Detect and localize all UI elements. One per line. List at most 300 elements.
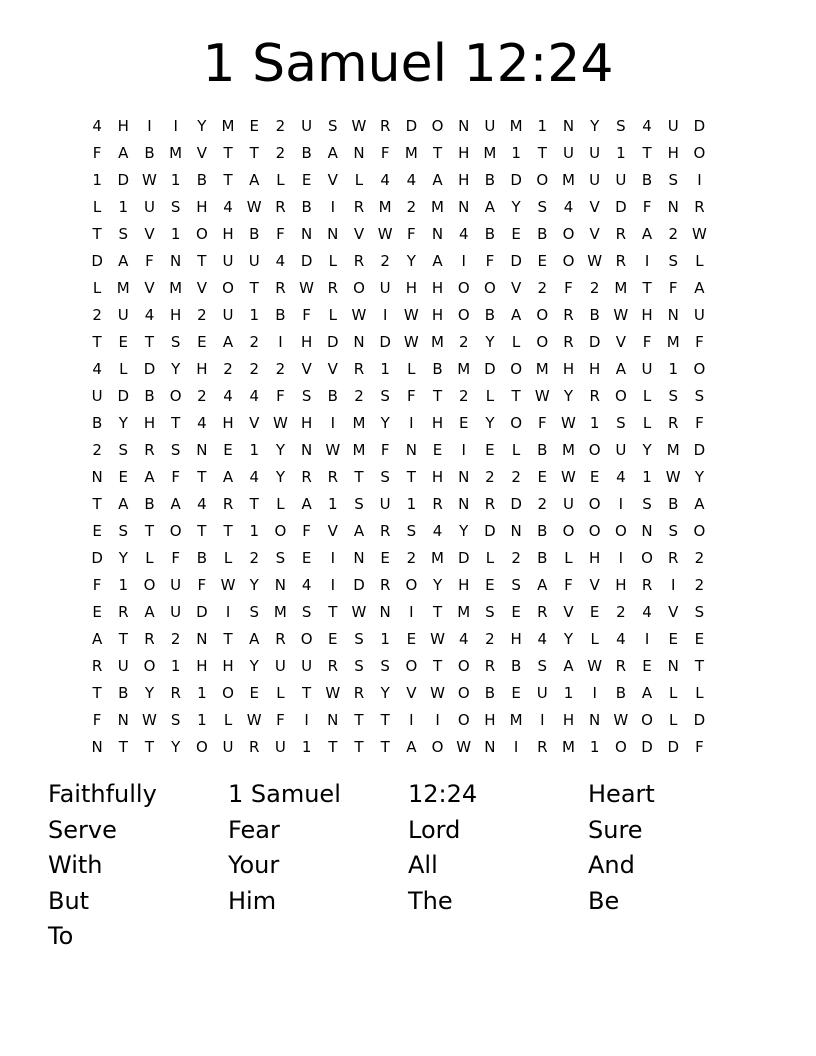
grid-letter: I — [644, 629, 650, 648]
grid-letter: 4 — [458, 224, 469, 243]
word-list-item: Sure — [588, 815, 643, 844]
grid-letter: L — [223, 548, 233, 567]
grid-letter: S — [249, 602, 259, 621]
grid-letter: Y — [144, 683, 155, 702]
grid-letter: B — [589, 305, 600, 324]
grid-letter: F — [642, 332, 652, 351]
grid-letter: 2 — [511, 467, 521, 486]
grid-letter: D — [91, 548, 103, 567]
grid-letter: R — [379, 521, 391, 540]
word-list-item: All — [408, 851, 438, 879]
grid-letter: N — [353, 548, 365, 567]
grid-letter: E — [118, 467, 129, 486]
grid-letter: A — [694, 494, 705, 513]
grid-letter: 1 — [589, 413, 600, 432]
grid-letter: U — [379, 278, 391, 297]
grid-letter: 4 — [616, 629, 626, 648]
grid-letter: M — [431, 332, 444, 351]
grid-letter: N — [431, 224, 444, 243]
word-list-item: Serve — [48, 815, 117, 844]
grid-letter: I — [697, 170, 702, 189]
grid-letter: E — [485, 440, 495, 459]
grid-letter: L — [695, 683, 704, 702]
grid-letter: I — [592, 683, 597, 702]
grid-letter: H — [667, 143, 679, 162]
grid-letter: L — [328, 305, 337, 324]
grid-letter: M — [431, 548, 444, 567]
grid-letter: T — [144, 332, 155, 351]
grid-letter: N — [91, 467, 103, 486]
grid-letter: O — [510, 413, 522, 432]
grid-letter: D — [91, 251, 103, 270]
grid-letter: T — [249, 494, 259, 513]
grid-row — [84, 193, 734, 220]
grid-letter: U — [91, 386, 103, 405]
grid-letter: 1 — [170, 224, 181, 243]
grid-letter: M — [352, 440, 366, 459]
grid-letter: M — [561, 170, 575, 189]
grid-letter: L — [276, 683, 285, 702]
grid-letter: 2 — [275, 116, 286, 135]
grid-letter: M — [614, 278, 628, 297]
grid-letter: W — [299, 278, 315, 297]
word-list-item: Him — [228, 886, 277, 915]
grid-letter: I — [513, 737, 519, 756]
grid-row — [84, 517, 734, 544]
grid-letter: L — [407, 359, 416, 378]
grid-letter: D — [588, 332, 601, 351]
grid-letter: M — [457, 359, 471, 378]
grid-letter: B — [118, 683, 129, 702]
grid-letter: R — [327, 278, 338, 297]
grid-letter: M — [666, 440, 680, 459]
grid-letter: F — [276, 224, 285, 243]
grid-letter: F — [276, 386, 285, 405]
grid-letter: D — [484, 359, 496, 378]
grid-letter: R — [484, 494, 496, 513]
word-list-item: Heart — [588, 780, 655, 808]
grid-letter: 4 — [537, 629, 548, 648]
grid-letter: S — [485, 602, 495, 621]
grid-letter: F — [407, 386, 416, 405]
grid-letter: 2 — [406, 197, 417, 216]
grid-letter: I — [461, 251, 466, 270]
grid-letter: 2 — [170, 629, 181, 648]
grid-letter: 2 — [458, 386, 469, 405]
grid-letter: B — [301, 143, 312, 162]
grid-letter: L — [669, 683, 678, 702]
grid-letter: F — [564, 278, 573, 297]
grid-letter: M — [352, 413, 366, 432]
grid-letter: T — [328, 602, 338, 621]
grid-letter: W — [691, 224, 707, 243]
grid-letter: U — [379, 494, 391, 513]
grid-letter: D — [615, 197, 627, 216]
grid-letter: O — [457, 710, 470, 729]
grid-letter: W — [587, 251, 603, 270]
grid-letter: B — [668, 494, 679, 513]
grid-letter: 1 — [197, 683, 207, 702]
grid-letter: N — [405, 440, 417, 459]
grid-letter: N — [667, 305, 679, 324]
word-list-item: Fear — [228, 815, 280, 844]
grid-letter: D — [327, 332, 339, 351]
grid-letter: E — [458, 413, 469, 432]
grid-letter: O — [641, 548, 653, 567]
grid-letter: T — [223, 143, 233, 162]
grid-letter: S — [170, 710, 181, 729]
grid-letter: S — [668, 521, 678, 540]
grid-letter: W — [587, 656, 603, 675]
grid-letter: U — [248, 251, 260, 270]
grid-letter: A — [537, 575, 548, 594]
grid-letter: A — [144, 602, 155, 621]
grid-letter: S — [380, 386, 390, 405]
grid-letter: I — [382, 305, 388, 324]
grid-letter: 4 — [642, 116, 652, 135]
grid-letter: O — [222, 683, 234, 702]
grid-letter: 4 — [380, 170, 390, 189]
word-list-item: 12:24 — [408, 780, 478, 808]
grid-letter: Y — [694, 467, 704, 486]
grid-letter: R — [275, 629, 286, 648]
word-list-item: The — [408, 886, 453, 915]
grid-letter: S — [170, 440, 181, 459]
grid-letter: A — [249, 629, 260, 648]
grid-letter: B — [510, 656, 522, 675]
grid-letter: T — [328, 737, 338, 756]
grid-letter: B — [327, 386, 338, 405]
grid-letter: H — [431, 305, 444, 324]
grid-letter: O — [431, 116, 444, 135]
grid-letter: V — [249, 413, 260, 432]
grid-letter: T — [223, 170, 233, 189]
grid-letter: D — [510, 251, 522, 270]
grid-letter: N — [458, 494, 470, 513]
grid-letter: D — [457, 548, 470, 567]
grid-letter: E — [197, 332, 207, 351]
grid-letter: H — [222, 224, 234, 243]
grid-letter: U — [667, 116, 679, 135]
grid-letter: I — [330, 413, 335, 432]
grid-letter: O — [195, 224, 208, 243]
grid-letter: M — [404, 143, 418, 162]
grid-letter: S — [642, 494, 652, 513]
grid-letter: T — [302, 683, 312, 702]
grid-letter: R — [432, 494, 443, 513]
grid-letter: B — [484, 224, 496, 243]
grid-letter: U — [170, 602, 182, 621]
grid-letter: A — [118, 494, 129, 513]
grid-letter: N — [196, 440, 208, 459]
grid-letter: B — [91, 413, 103, 432]
grid-letter: F — [537, 413, 547, 432]
grid-letter: A — [91, 629, 103, 648]
grid-letter: 4 — [301, 575, 312, 594]
grid-letter: 2 — [92, 440, 102, 459]
grid-letter: 2 — [380, 251, 390, 270]
grid-letter: Y — [249, 656, 259, 675]
grid-row — [84, 409, 734, 436]
grid-letter: T — [92, 494, 102, 513]
grid-letter: 2 — [537, 494, 548, 513]
grid-letter: A — [353, 521, 365, 540]
grid-letter: O — [562, 224, 575, 243]
grid-letter: N — [379, 602, 391, 621]
grid-letter: W — [377, 224, 393, 243]
grid-letter: R — [668, 548, 679, 567]
grid-letter: R — [589, 386, 600, 405]
grid-letter: E — [118, 332, 129, 351]
grid-letter: T — [249, 143, 259, 162]
grid-letter: I — [304, 710, 309, 729]
grid-row — [84, 112, 734, 139]
grid-letter: V — [563, 602, 574, 621]
grid-letter: H — [300, 332, 313, 351]
grid-letter: L — [695, 251, 704, 270]
grid-letter: 4 — [616, 467, 626, 486]
grid-letter: O — [274, 521, 287, 540]
grid-letter: B — [144, 143, 155, 162]
grid-letter: 4 — [92, 116, 102, 135]
grid-letter: O — [300, 629, 313, 648]
grid-letter: T — [92, 683, 102, 702]
grid-letter: U — [589, 170, 601, 189]
grid-letter: 2 — [275, 143, 286, 162]
grid-letter: N — [300, 440, 313, 459]
grid-letter: I — [461, 440, 466, 459]
grid-letter: L — [642, 413, 652, 432]
grid-letter: O — [405, 575, 418, 594]
grid-letter: D — [379, 332, 391, 351]
grid-letter: V — [589, 575, 600, 594]
grid-letter: E — [301, 548, 312, 567]
grid-letter: O — [693, 143, 706, 162]
grid-letter: D — [641, 737, 653, 756]
word-list-item: 1 Samuel — [228, 780, 341, 808]
grid-letter: 2 — [223, 359, 233, 378]
grid-letter: S — [118, 224, 129, 243]
grid-letter: U — [693, 305, 705, 324]
grid-letter: W — [456, 737, 472, 756]
grid-letter: W — [430, 629, 445, 648]
grid-letter: W — [561, 467, 576, 486]
grid-row — [84, 247, 734, 274]
grid-letter: U — [222, 737, 234, 756]
grid-letter: D — [117, 386, 130, 405]
grid-letter: W — [534, 386, 550, 405]
grid-row — [84, 166, 734, 193]
grid-letter: A — [615, 359, 626, 378]
grid-letter: W — [142, 710, 157, 729]
grid-letter: H — [562, 359, 575, 378]
grid-row — [84, 355, 734, 382]
grid-row — [84, 490, 734, 517]
grid-letter: O — [405, 656, 418, 675]
grid-row — [84, 301, 734, 328]
grid-letter: 4 — [144, 305, 155, 324]
grid-letter: I — [330, 197, 335, 216]
grid-letter: 1 — [301, 737, 312, 756]
grid-letter: N — [562, 116, 575, 135]
grid-row — [84, 436, 734, 463]
grid-letter: H — [431, 413, 444, 432]
grid-letter: S — [354, 494, 364, 513]
grid-letter: R — [222, 494, 234, 513]
grid-letter: W — [246, 197, 262, 216]
grid-letter: O — [143, 656, 156, 675]
word-list-item: With — [48, 851, 103, 879]
grid-letter: H — [458, 143, 470, 162]
grid-letter: 1 — [668, 359, 678, 378]
grid-letter: F — [171, 548, 180, 567]
grid-letter: W — [561, 413, 576, 432]
grid-letter: 2 — [616, 602, 626, 621]
grid-letter: L — [511, 332, 521, 351]
grid-letter: O — [693, 521, 706, 540]
grid-letter: 4 — [92, 359, 102, 378]
grid-letter: H — [170, 305, 182, 324]
grid-letter: E — [694, 629, 705, 648]
grid-letter: E — [589, 467, 600, 486]
word-list-item: And — [588, 851, 635, 879]
grid-letter: B — [615, 683, 626, 702]
grid-letter: R — [537, 737, 548, 756]
grid-letter: H — [615, 575, 627, 594]
grid-letter: M — [273, 602, 287, 621]
grid-letter: W — [613, 710, 629, 729]
grid-letter: 2 — [511, 548, 521, 567]
grid-letter: Y — [590, 116, 600, 135]
grid-letter: F — [145, 251, 154, 270]
grid-letter: H — [641, 305, 653, 324]
grid-letter: F — [695, 737, 704, 756]
grid-letter: Y — [275, 440, 285, 459]
grid-letter: L — [485, 386, 495, 405]
grid-letter: F — [407, 224, 416, 243]
grid-letter: R — [144, 629, 155, 648]
grid-letter: R — [353, 197, 365, 216]
grid-letter: S — [668, 170, 678, 189]
grid-letter: Y — [118, 413, 128, 432]
grid-row — [84, 463, 734, 490]
grid-letter: B — [196, 548, 207, 567]
grid-letter: 1 — [118, 575, 129, 594]
grid-letter: E — [642, 656, 652, 675]
grid-letter: V — [589, 197, 600, 216]
grid-letter: U — [301, 116, 313, 135]
grid-letter: 1 — [197, 710, 207, 729]
grid-letter: 2 — [485, 629, 495, 648]
grid-letter: S — [380, 656, 390, 675]
grid-letter: Y — [380, 413, 390, 432]
grid-letter: N — [667, 656, 679, 675]
grid-letter: A — [641, 224, 653, 243]
grid-letter: 2 — [668, 224, 678, 243]
grid-letter: Y — [171, 359, 181, 378]
grid-letter: E — [668, 629, 678, 648]
grid-letter: U — [484, 116, 496, 135]
grid-letter: W — [403, 332, 419, 351]
grid-letter: A — [432, 170, 443, 189]
grid-letter: V — [327, 170, 338, 189]
grid-letter: W — [351, 602, 367, 621]
grid-letter: O — [562, 521, 575, 540]
grid-letter: 2 — [354, 386, 364, 405]
grid-letter: Y — [118, 548, 128, 567]
grid-letter: N — [589, 710, 601, 729]
grid-letter: N — [353, 143, 365, 162]
grid-letter: R — [275, 278, 286, 297]
grid-letter: L — [564, 548, 573, 567]
grid-letter: T — [118, 737, 128, 756]
grid-letter: R — [144, 440, 155, 459]
grid-letter: R — [275, 197, 286, 216]
grid-letter: O — [641, 710, 653, 729]
grid-letter: F — [695, 413, 704, 432]
grid-letter: H — [484, 710, 496, 729]
grid-letter: S — [668, 386, 678, 405]
grid-letter: U — [222, 305, 234, 324]
grid-letter: F — [485, 251, 495, 270]
word-list — [48, 777, 768, 955]
grid-letter: 4 — [223, 197, 233, 216]
grid-letter: I — [330, 575, 335, 594]
grid-letter: M — [221, 116, 235, 135]
grid-letter: B — [537, 440, 548, 459]
grid-letter: B — [432, 359, 443, 378]
grid-letter: E — [328, 629, 338, 648]
grid-row — [84, 382, 734, 409]
grid-letter: 2 — [458, 332, 469, 351]
grid-letter: 1 — [589, 737, 600, 756]
grid-letter: 1 — [170, 656, 181, 675]
grid-letter: 4 — [223, 386, 233, 405]
grid-row — [84, 733, 734, 760]
grid-row — [84, 274, 734, 301]
grid-letter: S — [694, 386, 705, 405]
grid-letter: H — [300, 413, 313, 432]
grid-letter: T — [223, 521, 233, 540]
grid-letter: A — [222, 332, 234, 351]
grid-letter: S — [616, 413, 626, 432]
grid-letter: I — [618, 494, 624, 513]
grid-letter: 1 — [328, 494, 338, 513]
grid-letter: 1 — [642, 467, 652, 486]
grid-letter: T — [642, 143, 652, 162]
grid-letter: R — [353, 683, 365, 702]
grid-letter: I — [409, 602, 414, 621]
grid-letter: 4 — [249, 467, 259, 486]
grid-letter: E — [432, 440, 443, 459]
grid-letter: T — [511, 386, 521, 405]
grid-letter: S — [694, 602, 705, 621]
grid-letter: E — [380, 548, 390, 567]
grid-letter: O — [614, 737, 627, 756]
grid-letter: A — [694, 278, 705, 297]
grid-row — [84, 625, 734, 652]
grid-letter: S — [118, 440, 129, 459]
grid-letter: M — [457, 602, 471, 621]
grid-letter: O — [536, 332, 549, 351]
grid-letter: R — [563, 305, 574, 324]
grid-letter: M — [666, 332, 680, 351]
grid-letter: R — [641, 575, 653, 594]
grid-letter: S — [668, 251, 678, 270]
grid-letter: R — [327, 467, 338, 486]
word-list-item: Lord — [408, 815, 461, 844]
grid-letter: Y — [249, 575, 259, 594]
